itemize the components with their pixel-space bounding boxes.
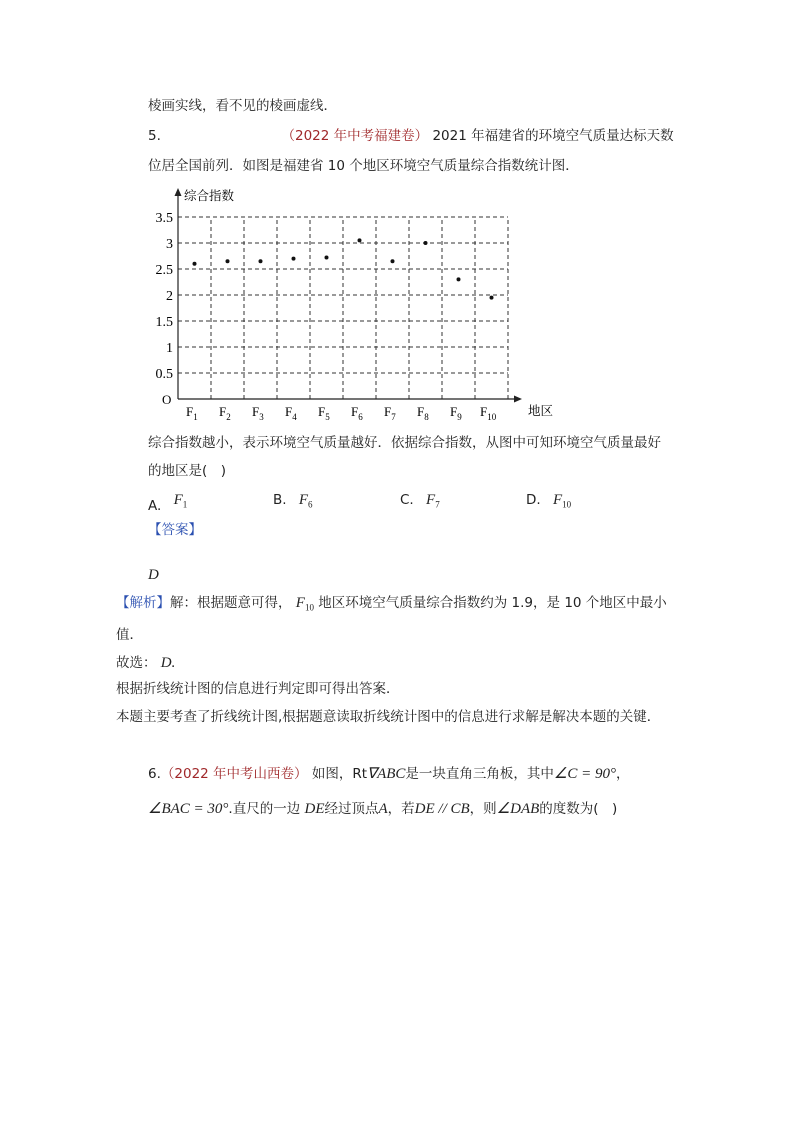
analysis-var: F [295,595,305,611]
x-tick-label: $F_1$ [186,404,198,422]
q6-text1b: 是一块直角三角板，其中 [405,766,554,782]
x-tick-label: $F_2$ [219,404,231,422]
q6-text2b: 经过顶点 [324,801,379,817]
chart-xlabel: 地区 [528,403,554,418]
data-point [259,259,263,263]
q6-line1 [148,764,629,784]
y-axis-arrow [175,188,182,196]
analysis-label: 【解析】 [116,595,170,611]
y-tick-label: 2.5 [155,263,173,278]
note-line2: 本题主要考查了折线统计图,根据题意读取折线统计图中的信息进行求解是解决本题的关键． [116,709,661,725]
analysis-sub: 10 [304,602,314,613]
data-point [325,256,329,260]
x-tick-label: $F_8$ [417,404,429,422]
choose-line [116,653,175,673]
chart-ylabel: 综合指数 [184,188,235,203]
answer-label: 【答案】 [148,522,202,538]
analysis-line2: 值． [116,627,143,643]
q6-text2e: 的度数为( ) [539,801,618,817]
chart [150,180,554,422]
q6-text2c: ，若 [387,801,415,817]
x-tick-label: $F_9$ [450,404,462,422]
q6-text1c: ， [615,766,630,782]
q6-line2 [148,799,617,819]
x-tick-label: $F_7$ [384,404,396,422]
option-d-sub: 10 [562,499,572,510]
data-point [391,259,395,263]
q6-dab: ∠DAB [496,801,540,817]
q5-header [148,126,674,146]
q5-text2: 位居全国前列．如图是福建省 10 个地区环境空气质量综合指数统计图． [148,158,579,174]
option-c-letter: C. [400,492,414,508]
analysis-text1b: 地区环境空气质量综合指数约为 1.9，是 10 个地区中最小 [318,595,667,611]
y-tick-label: 0.5 [155,367,173,382]
option-a[interactable] [148,490,187,515]
q6-source: （2022 年中考山西卷） [160,766,308,782]
q6-parallel: DE // CB [414,801,470,817]
q5-number: 5. [148,128,161,144]
choose-label: 故选： [116,655,157,671]
q5-text1: 2021 年福建省的环境空气质量达标天数 [432,128,674,144]
x-tick-label: $F_{10}$ [480,404,497,422]
q5-text3: 综合指数越小，表示环境空气质量越好．依据综合指数，从图中可知环境空气质量最好 [148,435,661,451]
data-point [292,257,296,261]
option-b-sub: 6 [308,499,313,510]
option-b[interactable] [273,490,313,515]
option-a-letter: A. [148,498,162,514]
q6-angle-c: ∠C = 90° [553,766,616,782]
note-line1: 根据折线统计图的信息进行判定即可得出答案． [116,681,400,697]
intro-line: 棱画实线，看不见的棱画虚线． [148,98,337,114]
y-tick-label: 1 [166,341,173,356]
answer-value: D [148,567,159,583]
x-tick-label: $F_4$ [285,404,297,422]
q6-point-a: A [378,801,388,817]
q5-text4: 的地区是( ) [148,463,227,479]
x-tick-label: $F_6$ [351,404,363,422]
q6-number: 6. [148,766,161,782]
x-tick-label: $F_3$ [252,404,264,422]
q6-triangle: ∇ABC [367,766,406,782]
option-c[interactable] [400,490,440,515]
y-tick-label: 3.5 [155,211,173,226]
choose-value: D. [160,655,176,671]
data-point [226,259,230,263]
data-point [424,241,428,245]
option-a-var: F [173,492,183,508]
chart-grid [178,217,508,399]
option-b-var: F [298,492,309,508]
q6-de: DE [304,801,325,817]
q6-angle-bac: ∠BAC = 30° [148,801,229,817]
analysis-text1a: 解：根据题意可得， [170,595,292,611]
y-tick-label: 1.5 [155,315,173,330]
option-a-sub: 1 [182,499,188,510]
x-tick-labels [186,404,497,422]
q6-text2d: ，则 [469,801,497,817]
x-tick-label: $F_5$ [318,404,330,422]
option-c-var: F [426,492,436,508]
x-axis-arrow [514,396,522,403]
data-point [193,262,197,266]
chart-origin: O [162,392,172,407]
data-point [457,277,461,281]
option-d-var: F [552,492,563,508]
data-point [358,238,362,242]
y-tick-label: 3 [166,237,173,252]
option-c-sub: 7 [435,499,440,510]
option-d[interactable] [526,490,571,515]
data-point [490,296,494,300]
y-tick-labels [156,211,174,382]
q5-source: （2022 年中考福建卷） [281,128,429,144]
y-tick-label: 2 [166,289,173,304]
option-b-letter: B. [273,492,287,508]
q6-text2a: .直尺的一边 [228,801,301,817]
option-d-letter: D. [526,492,541,508]
analysis-line1 [116,593,667,618]
q6-text1a: 如图，Rt [311,766,368,782]
